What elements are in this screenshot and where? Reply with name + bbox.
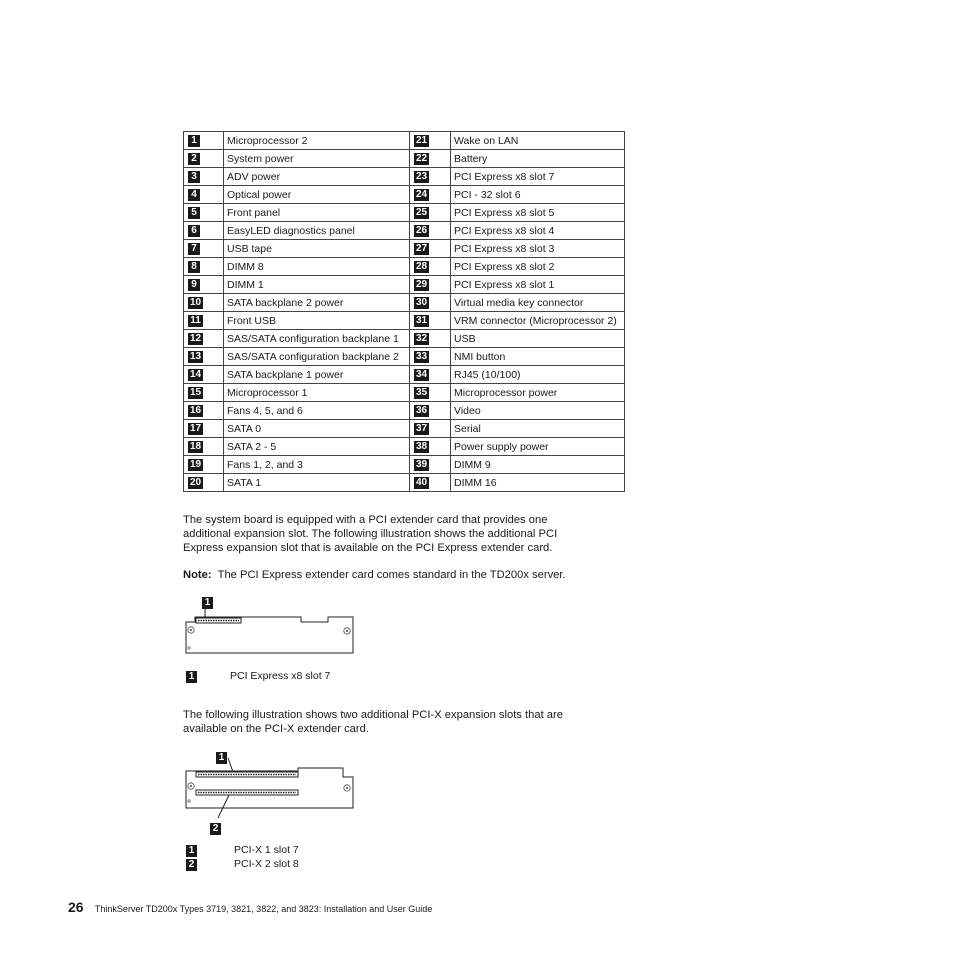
legend-callout-cell bbox=[410, 204, 451, 222]
legend-callout-cell bbox=[410, 312, 451, 330]
legend-label-cell: PCI - 32 slot 6 bbox=[451, 186, 625, 204]
callout-number-badge: 20 bbox=[189, 477, 202, 488]
legend-callout-cell bbox=[184, 366, 224, 384]
callout-number-badge: 19 bbox=[189, 459, 202, 470]
legend-label-cell: Fans 1, 2, and 3 bbox=[224, 456, 410, 474]
legend-label-cell: PCI Express x8 slot 1 bbox=[451, 276, 625, 294]
fig1-callout: 1 bbox=[202, 592, 213, 610]
pci-express-extender-card-illustration bbox=[183, 600, 358, 660]
callout-number-badge: 11 bbox=[188, 315, 203, 327]
legend-label-cell: Wake on LAN bbox=[451, 132, 625, 150]
legend-row bbox=[184, 258, 625, 276]
legend-callout-cell bbox=[410, 438, 451, 456]
legend-label-cell: Front panel bbox=[224, 204, 410, 222]
legend-callout-cell bbox=[184, 294, 224, 312]
legend-label-cell: Video bbox=[451, 402, 625, 420]
legend-callout-cell bbox=[184, 456, 224, 474]
legend-label-cell: SATA 1 bbox=[224, 474, 410, 492]
callout-number-badge: 12 bbox=[189, 333, 202, 344]
callout-number-badge: 4 bbox=[188, 189, 200, 201]
legend-callout-cell bbox=[184, 276, 224, 294]
legend-label-cell: Power supply power bbox=[451, 438, 625, 456]
legend-label-cell: USB tape bbox=[224, 240, 410, 258]
callout-number-badge: 14 bbox=[189, 369, 202, 380]
callout-number-badge: 25 bbox=[415, 207, 428, 218]
callout-number-badge: 30 bbox=[415, 297, 428, 308]
legend-callout-cell bbox=[184, 204, 224, 222]
legend-callout-cell bbox=[184, 168, 224, 186]
callout-number-badge: 36 bbox=[415, 405, 428, 416]
callout-number-badge: 39 bbox=[415, 459, 428, 470]
callout-number-badge: 33 bbox=[415, 351, 428, 362]
legend-row bbox=[184, 168, 625, 186]
callout-number-badge: 8 bbox=[188, 261, 200, 273]
legend-callout-cell bbox=[410, 186, 451, 204]
legend-row bbox=[184, 132, 625, 150]
paragraph-pcix-extender: The following illustration shows two additional PCI-X expansion slots that are available on the PCI-X extender card. bbox=[183, 709, 563, 735]
legend-row bbox=[184, 348, 625, 366]
callout-number-badge: 32 bbox=[415, 333, 428, 344]
legend-row bbox=[184, 366, 625, 384]
legend-label-cell: System power bbox=[224, 150, 410, 168]
callout-number-badge: 38 bbox=[415, 441, 428, 452]
legend-label-cell: Microprocessor 1 bbox=[224, 384, 410, 402]
callout-number-badge: 7 bbox=[188, 243, 200, 255]
callout-number-badge: 21 bbox=[415, 135, 428, 146]
legend-row bbox=[184, 474, 625, 492]
legend-row bbox=[184, 420, 625, 438]
legend-label-cell: EasyLED diagnostics panel bbox=[224, 222, 410, 240]
callout-number-badge: 6 bbox=[188, 225, 200, 237]
legend-label-cell: Optical power bbox=[224, 186, 410, 204]
pcix-extender-card-illustration bbox=[183, 755, 358, 821]
callout-number-badge: 16 bbox=[189, 405, 202, 416]
legend-label-cell: Front USB bbox=[224, 312, 410, 330]
callout-number-badge: 10 bbox=[189, 297, 202, 308]
callout-number-badge: 5 bbox=[188, 207, 200, 219]
legend-label-cell: Serial bbox=[451, 420, 625, 438]
legend-row bbox=[184, 312, 625, 330]
legend-label-cell: PCI Express x8 slot 7 bbox=[451, 168, 625, 186]
paragraph-pci-extender: The system board is equipped with a PCI extender card that provides one additional expansion slot. The following illustration shows the additional PCI Express expansion slot that is available on the PCI Express extender card. bbox=[183, 514, 558, 554]
legend-callout-cell bbox=[184, 330, 224, 348]
legend-callout-cell bbox=[184, 240, 224, 258]
legend-callout-cell bbox=[184, 150, 224, 168]
callout-number-badge: 23 bbox=[415, 171, 428, 182]
legend-label-cell: SATA 0 bbox=[224, 420, 410, 438]
callout-number-badge: 18 bbox=[189, 441, 202, 452]
legend-callout-cell bbox=[184, 222, 224, 240]
legend-row bbox=[184, 150, 625, 168]
legend-callout-cell bbox=[184, 420, 224, 438]
legend-label-cell: VRM connector (Microprocessor 2) bbox=[451, 312, 625, 330]
legend-label-cell: PCI Express x8 slot 3 bbox=[451, 240, 625, 258]
legend-label-cell: NMI button bbox=[451, 348, 625, 366]
callout-number-badge: 40 bbox=[415, 477, 428, 488]
legend-callout-cell bbox=[184, 312, 224, 330]
legend-label-cell: RJ45 (10/100) bbox=[451, 366, 625, 384]
legend-callout-cell bbox=[410, 348, 451, 366]
legend-label-cell: SATA backplane 1 power bbox=[224, 366, 410, 384]
legend-callout-cell bbox=[410, 240, 451, 258]
callout-number-badge: 2 bbox=[188, 153, 200, 165]
footer-title: ThinkServer TD200x Types 3719, 3821, 3822, and 3823: Installation and User Guide bbox=[94, 904, 433, 914]
legend-callout-cell bbox=[410, 294, 451, 312]
note-text: The PCI Express extender card comes standard in the TD200x server. bbox=[217, 569, 566, 581]
callout-number-badge: 17 bbox=[189, 423, 202, 434]
legend-callout-cell bbox=[410, 330, 451, 348]
legend-callout-cell bbox=[410, 366, 451, 384]
legend-callout-cell bbox=[410, 420, 451, 438]
legend-label-cell: Microprocessor power bbox=[451, 384, 625, 402]
legend-label-cell: DIMM 8 bbox=[224, 258, 410, 276]
legend-row bbox=[184, 384, 625, 402]
legend-label-cell: SATA backplane 2 power bbox=[224, 294, 410, 312]
callout-number-badge: 26 bbox=[415, 225, 428, 236]
legend-row bbox=[184, 456, 625, 474]
legend-label-cell: Battery bbox=[451, 150, 625, 168]
callout-number-badge: 27 bbox=[415, 243, 428, 254]
legend-row bbox=[184, 186, 625, 204]
legend-callout-cell bbox=[410, 456, 451, 474]
fig2-legend-item-2: 2 PCI-X 2 slot 8 bbox=[186, 858, 197, 871]
legend-label-cell: SAS/SATA configuration backplane 1 bbox=[224, 330, 410, 348]
legend-row bbox=[184, 402, 625, 420]
legend-callout-cell bbox=[410, 402, 451, 420]
legend-label-cell: DIMM 1 bbox=[224, 276, 410, 294]
fig2-callout-2: 2 bbox=[210, 818, 221, 836]
note bbox=[183, 569, 613, 583]
legend-callout-cell bbox=[410, 384, 451, 402]
callout-number-badge: 37 bbox=[415, 423, 428, 434]
page-footer bbox=[68, 899, 432, 915]
legend-callout-cell bbox=[410, 168, 451, 186]
legend-label-cell: Fans 4, 5, and 6 bbox=[224, 402, 410, 420]
legend-callout-cell bbox=[184, 132, 224, 150]
legend-row bbox=[184, 438, 625, 456]
legend-label-cell: PCI Express x8 slot 5 bbox=[451, 204, 625, 222]
fig2-callout-1: 1 bbox=[216, 747, 227, 765]
callout-number-badge: 1 bbox=[188, 135, 200, 147]
callout-number-badge: 28 bbox=[415, 261, 428, 272]
fig1-legend-item: 1 PCI Express x8 slot 7 bbox=[186, 670, 197, 683]
callout-number-badge: 35 bbox=[415, 387, 428, 398]
callout-number-badge: 34 bbox=[415, 369, 428, 380]
legend-label-cell: PCI Express x8 slot 4 bbox=[451, 222, 625, 240]
legend-callout-cell bbox=[410, 276, 451, 294]
legend-row bbox=[184, 294, 625, 312]
callout-number-badge: 3 bbox=[188, 171, 200, 183]
legend-row bbox=[184, 204, 625, 222]
legend-callout-cell bbox=[184, 474, 224, 492]
callout-number-badge: 24 bbox=[415, 189, 428, 200]
component-legend-table bbox=[183, 131, 625, 492]
callout-number-badge: 22 bbox=[415, 153, 428, 164]
legend-callout-cell bbox=[184, 186, 224, 204]
legend-callout-cell bbox=[184, 384, 224, 402]
legend-label-cell: SATA 2 - 5 bbox=[224, 438, 410, 456]
legend-label-cell: Virtual media key connector bbox=[451, 294, 625, 312]
callout-number-badge: 13 bbox=[189, 351, 202, 362]
note-label: Note: bbox=[183, 569, 212, 581]
callout-number-badge: 29 bbox=[415, 279, 428, 290]
legend-callout-cell bbox=[184, 402, 224, 420]
legend-label-cell: ADV power bbox=[224, 168, 410, 186]
legend-callout-cell bbox=[184, 348, 224, 366]
legend-label-cell: SAS/SATA configuration backplane 2 bbox=[224, 348, 410, 366]
legend-label-cell: USB bbox=[451, 330, 625, 348]
legend-label-cell: DIMM 9 bbox=[451, 456, 625, 474]
legend-label-cell: PCI Express x8 slot 2 bbox=[451, 258, 625, 276]
legend-row bbox=[184, 276, 625, 294]
callout-number-badge: 31 bbox=[415, 315, 428, 326]
legend-callout-cell bbox=[410, 222, 451, 240]
legend-callout-cell bbox=[184, 258, 224, 276]
legend-callout-cell bbox=[410, 474, 451, 492]
legend-callout-cell bbox=[410, 132, 451, 150]
callout-number-badge: 9 bbox=[188, 279, 200, 291]
legend-label-cell: Microprocessor 2 bbox=[224, 132, 410, 150]
legend-row bbox=[184, 240, 625, 258]
legend-row bbox=[184, 330, 625, 348]
callout-number-badge: 15 bbox=[189, 387, 202, 398]
page-number: 26 bbox=[68, 899, 84, 915]
fig2-legend-item-1: 1 PCI-X 1 slot 7 bbox=[186, 844, 197, 857]
legend-label-cell: DIMM 16 bbox=[451, 474, 625, 492]
legend-callout-cell bbox=[410, 150, 451, 168]
legend-callout-cell bbox=[184, 438, 224, 456]
legend-row bbox=[184, 222, 625, 240]
legend-callout-cell bbox=[410, 258, 451, 276]
